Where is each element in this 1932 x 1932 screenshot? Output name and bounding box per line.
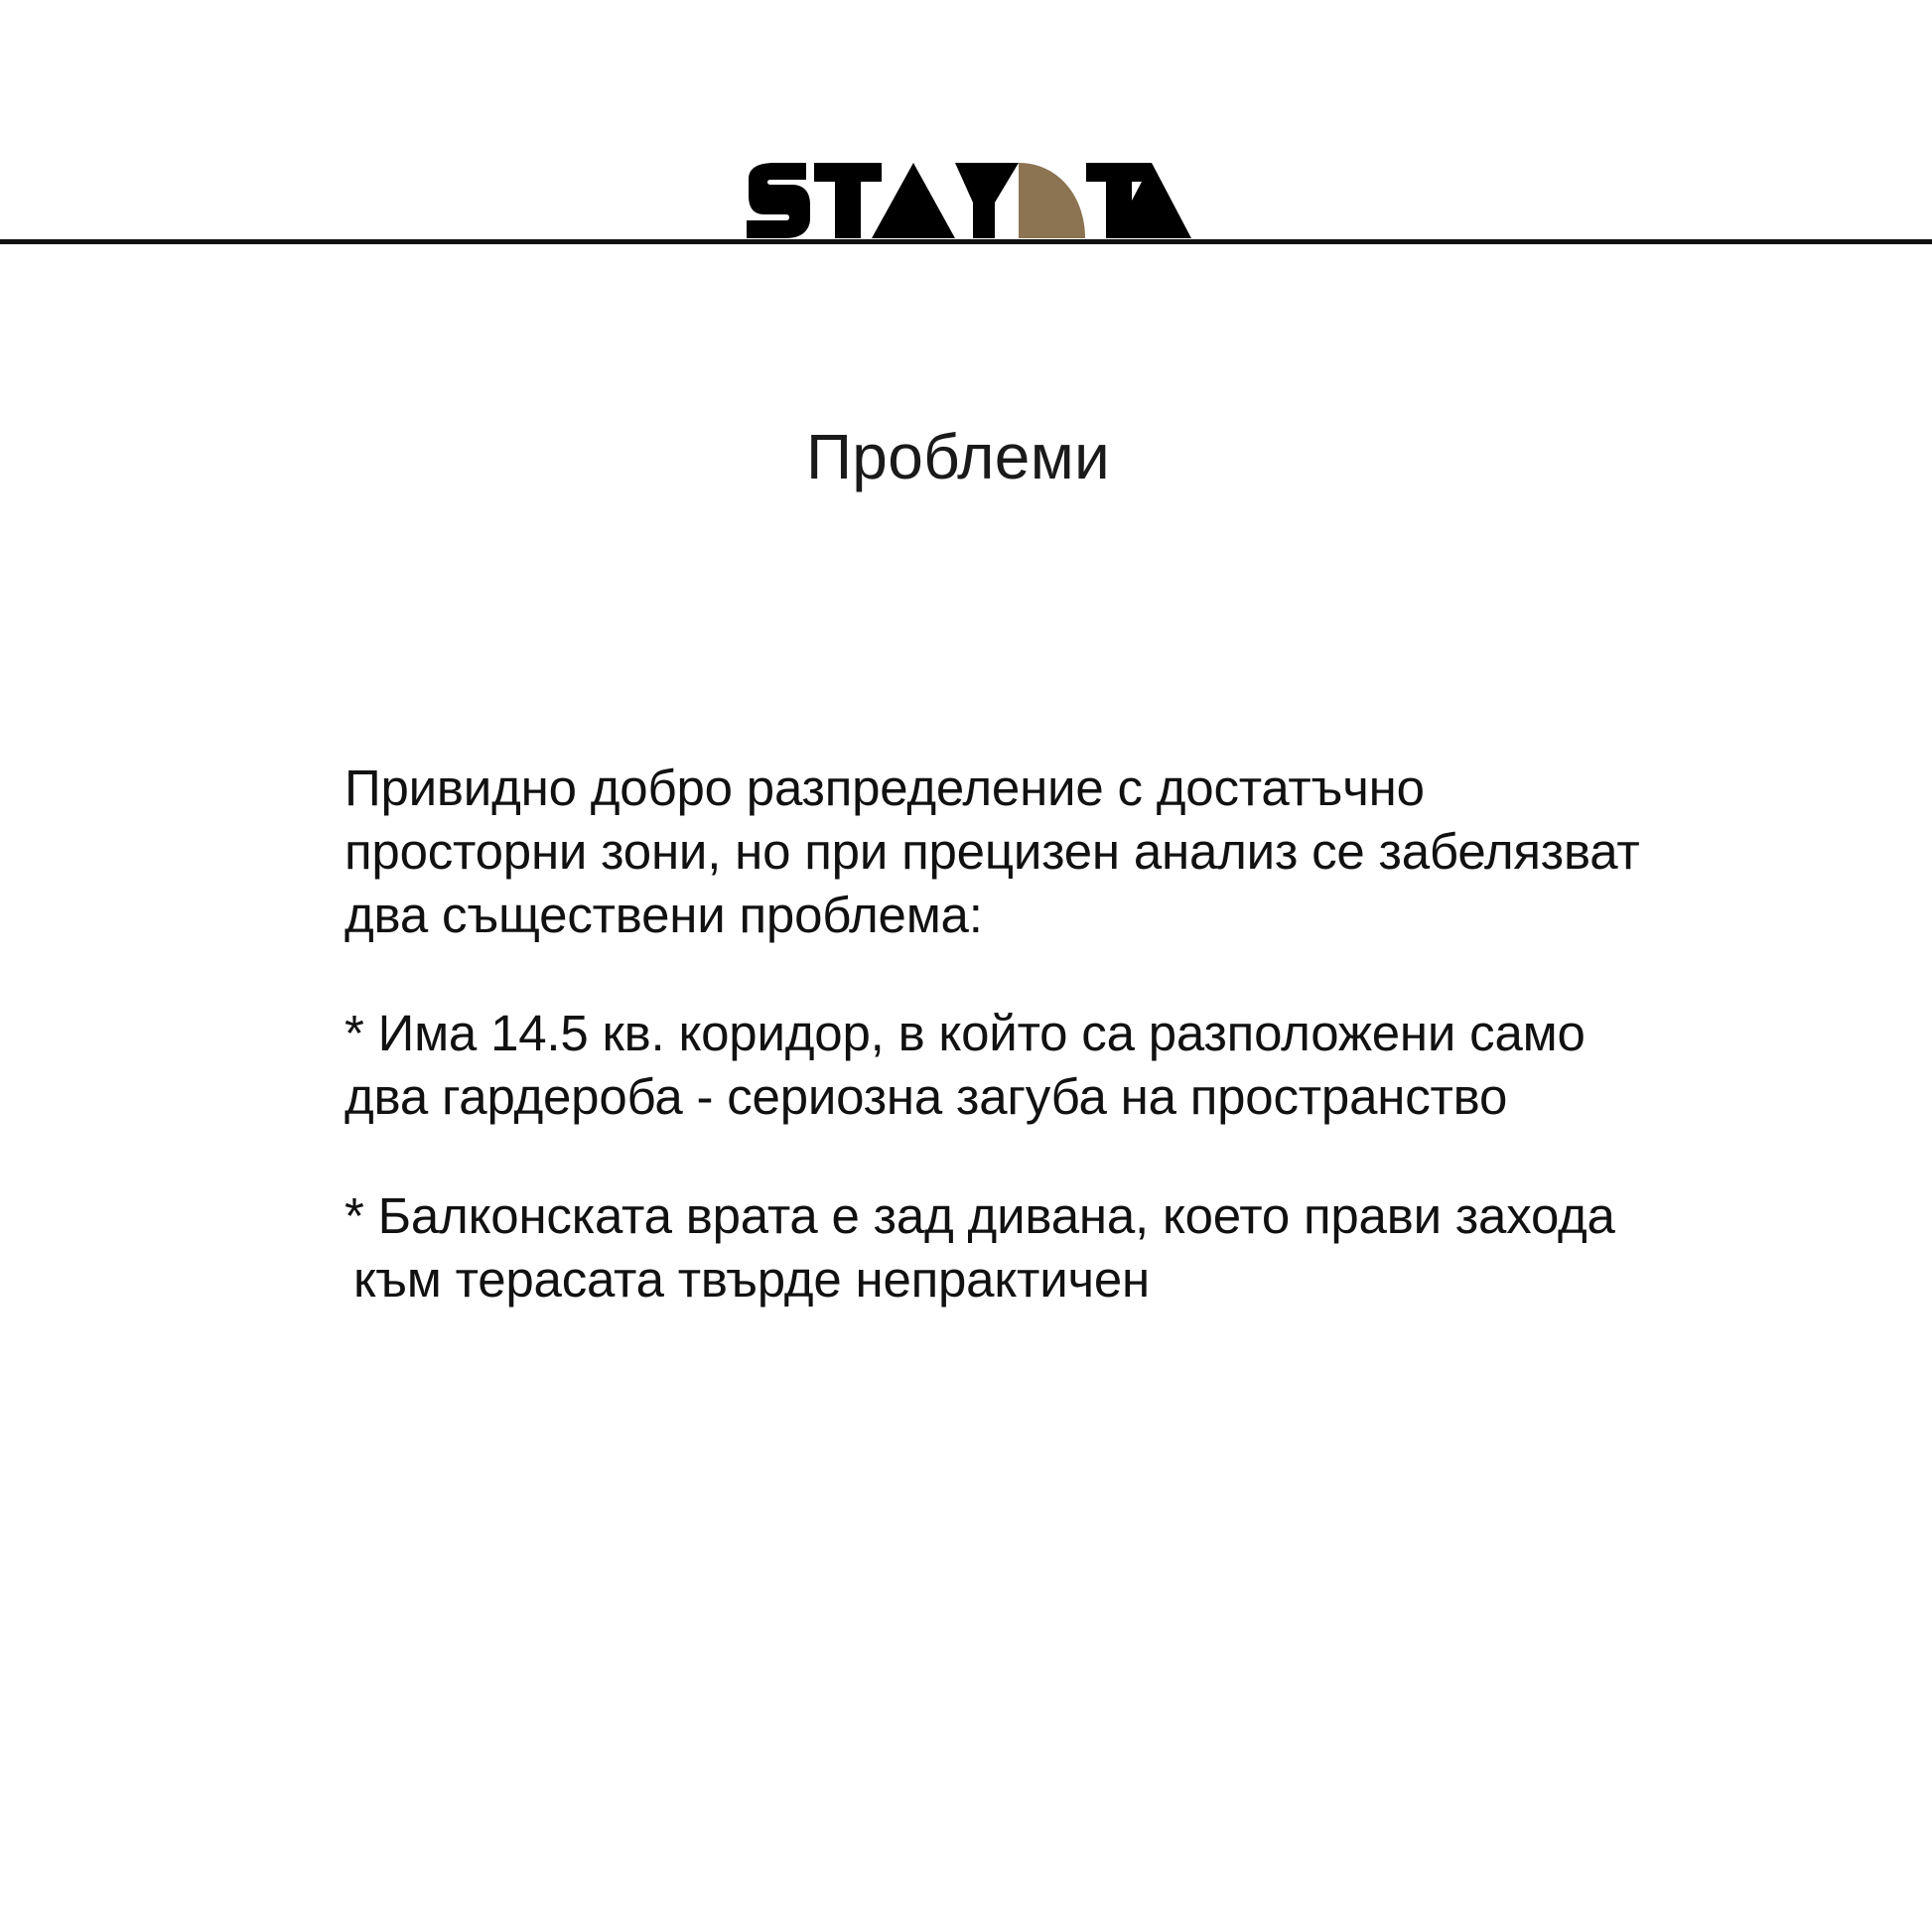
issue-2-line-2: към терасата твърде непрактичен [353, 1251, 1150, 1308]
intro-line-3: два съществени проблема: [345, 887, 983, 943]
staydta-logo-mark [743, 163, 1191, 238]
issue-2-paragraph [345, 1184, 1834, 1311]
page-title: Проблеми [806, 421, 1111, 492]
issue-1-line-1: * Има 14.5 кв. коридор, в който са разположени само [345, 1005, 1586, 1061]
issue-1-line-2: два гардероба - сериозна загуба на пространство [345, 1068, 1508, 1125]
intro-paragraph [345, 757, 1834, 947]
issue-2-line-1: * Балконската врата е зад дивана, което прави захода [345, 1187, 1615, 1244]
header-divider [0, 239, 1932, 244]
issue-1-paragraph [345, 1002, 1834, 1129]
slide-body [345, 757, 1834, 1311]
intro-line-2: просторни зони, но при прецизен анализ се забелязват [345, 823, 1640, 880]
staydta-logo [743, 163, 1191, 238]
intro-line-1: Привидно добро разпределение с достатъчно [345, 759, 1425, 816]
slide-header [0, 0, 1932, 245]
